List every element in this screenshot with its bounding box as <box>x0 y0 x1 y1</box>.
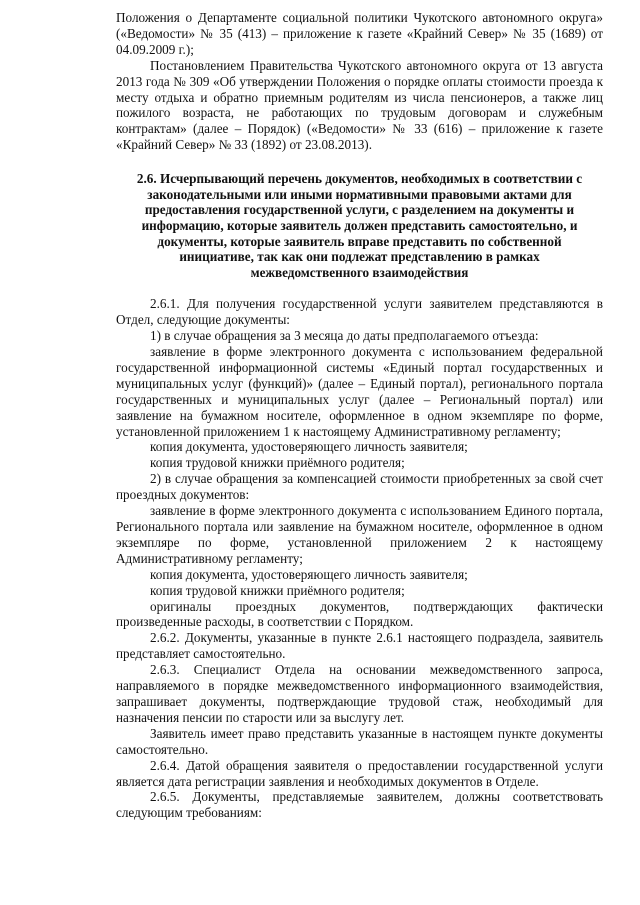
paragraph-government-resolution: Постановлением Правительства Чукотского автономного округа от 13 августа 2013 года № 309 «Об утверждении Положения о порядке оплаты стоимости проезда к месту отдыха и обратно приемным родителям из числа пенсионеров, а также лиц пожилого возраста, не работающих по трудовым договорам и служебным контрактам» (далее – Порядок) («Ведомости» № 33 (616) – приложение к газете «Крайний Север» № 33 (1892) от 23.08.2013). <box>116 57 603 153</box>
list-item-travel-originals: оригиналы проездных документов, подтверждающих фактически произведенные расходы, в соответствии с Порядком. <box>116 598 603 630</box>
paragraph-2-6-2: 2.6.2. Документы, указанные в пункте 2.6.1 настоящего подраздела, заявитель представляет самостоятельно. <box>116 630 603 662</box>
paragraph-2-6-1: 2.6.1. Для получения государственной услуги заявителем представляются в Отдел, следующие документы: <box>116 296 603 328</box>
list-item-id-copy: копия документа, удостоверяющего личность заявителя; <box>150 439 468 455</box>
list-item-application-portal: заявление в форме электронного документа с использованием Единого портала, Регионального портала или заявление на бумажном носителе, оформленное в одном экземпляре по форме, установленной приложением 2 к настоящему Административному регламенту; <box>116 503 603 566</box>
list-item-workbook-copy-2: копия трудовой книжки приёмного родителя; <box>150 582 405 598</box>
section-heading-2-6: 2.6. Исчерпывающий перечень документов, необходимых в соответствии с законодательными или иными нормативными правовыми актами для предоставления государственной услуги, с разделением на документы и информацию, которые заявитель должен представить самостоятельно, и документы, которые заявитель вправе представить по собственной инициативе, так как они подлежат представлению в рамках межведомственного взаимодействия <box>136 171 583 280</box>
paragraph-2-6-5: 2.6.5. Документы, представляемые заявителем, должны соответствовать следующим требованиям: <box>116 789 603 821</box>
paragraph-2-6-3: 2.6.3. Специалист Отдела на основании межведомственного запроса, направляемого в порядке межведомственного информационного взаимодействия, запрашивает документы, подтверждающие трудовой стаж, необходимый для назначения пенсии по старости или за выслугу лет. <box>116 662 603 725</box>
list-item-case-1: 1) в случае обращения за 3 месяца до даты предполагаемого отъезда: <box>150 328 539 344</box>
list-item-case-2: 2) в случае обращения за компенсацией стоимости приобретенных за свой счет проездных документов: <box>116 471 603 503</box>
paragraph-regulation-reference: Положения о Департаменте социальной политики Чукотского автономного округа» («Ведомости» № 35 (413) – приложение к газете «Крайний Север» № 35 (1689) от 04.09.2009 г.); <box>116 10 603 57</box>
paragraph-2-6-4: 2.6.4. Датой обращения заявителя о предоставлении государственной услуги является дата регистрации заявления и необходимых документов в Отделе. <box>116 757 603 789</box>
list-item-workbook-copy: копия трудовой книжки приёмного родителя; <box>150 455 405 471</box>
list-item-application-electronic: заявление в форме электронного документа с использованием федеральной государственной информационной системы «Единый портал государственных и муниципальных услуг (функций)» (далее – Единый портал), регионального портала государственных и муниципальных услуг (далее – Региональный портал) или заявление на бумажном носителе, оформленное в одном экземпляре по форме, установленной приложением 1 к настоящему Административному регламенту; <box>116 344 603 439</box>
list-item-id-copy-2: копия документа, удостоверяющего личность заявителя; <box>150 566 468 582</box>
paragraph-applicant-right: Заявитель имеет право представить указанные в настоящем пункте документы самостоятельно. <box>116 725 603 757</box>
